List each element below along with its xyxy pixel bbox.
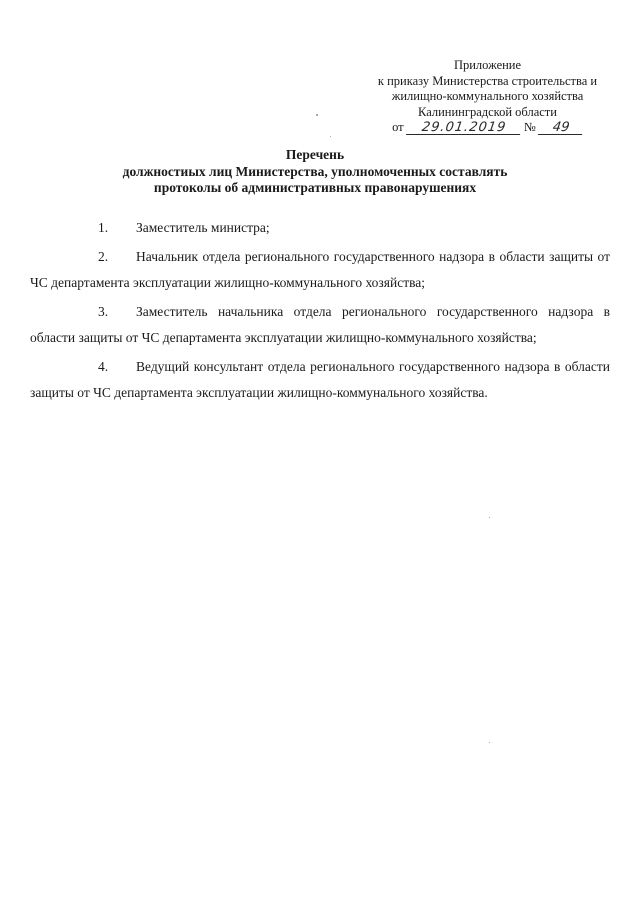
scan-speck: [330, 136, 331, 137]
scan-speck: [489, 742, 490, 743]
scan-speck: [489, 517, 490, 518]
appendix-label: Приложение: [453, 58, 522, 72]
list-item: [30, 215, 610, 242]
officials-list: [30, 215, 610, 407]
order-date-number-line: [365, 120, 610, 136]
list-item-number: 4.: [98, 358, 109, 374]
list-item: [30, 354, 610, 407]
title-line-3: протоколы об административных правонарушениях: [153, 180, 477, 195]
list-item-number: 2.: [98, 248, 109, 264]
order-from-prefix: от: [392, 120, 404, 134]
list-item-number: 1.: [98, 220, 109, 235]
list-item-number: 3.: [98, 303, 109, 319]
order-number-sign: №: [523, 120, 536, 134]
list-item-text: Заместитель начальника отдела регионального государственного надзора в области защиты от ЧС департамента эксплуатации жилищно-коммунального хозяйства;: [30, 303, 610, 345]
list-item-text: Начальник отдела регионального государственного надзора в области защиты от ЧС департамента эксплуатации жилищно-коммунального хозяйства;: [30, 248, 610, 290]
appendix-region: Калининградской области: [418, 104, 557, 119]
list-item-text: Ведущий консультант отдела регионального государственного надзора в области защиты от ЧС департамента эксплуатации жилищно-коммунального хозяйства.: [30, 358, 610, 400]
scan-speck: [316, 114, 318, 116]
appendix-header: [365, 58, 610, 136]
list-item: [30, 244, 610, 297]
title-line-2: должностиых лиц Министерства, уполномоченных составлять: [122, 163, 508, 179]
appendix-order-ref: к приказу Министерства строительства и: [377, 73, 598, 88]
title-line-1: Перечень: [285, 147, 345, 162]
order-date-handwritten: 29.01.2019: [406, 121, 522, 135]
list-item: [30, 299, 610, 352]
order-number-handwritten: 49: [538, 121, 584, 135]
document-title: [60, 147, 570, 197]
list-item-text: Заместитель министра;: [136, 220, 270, 235]
appendix-ministry: жилищно-коммунального хозяйства: [391, 89, 584, 103]
